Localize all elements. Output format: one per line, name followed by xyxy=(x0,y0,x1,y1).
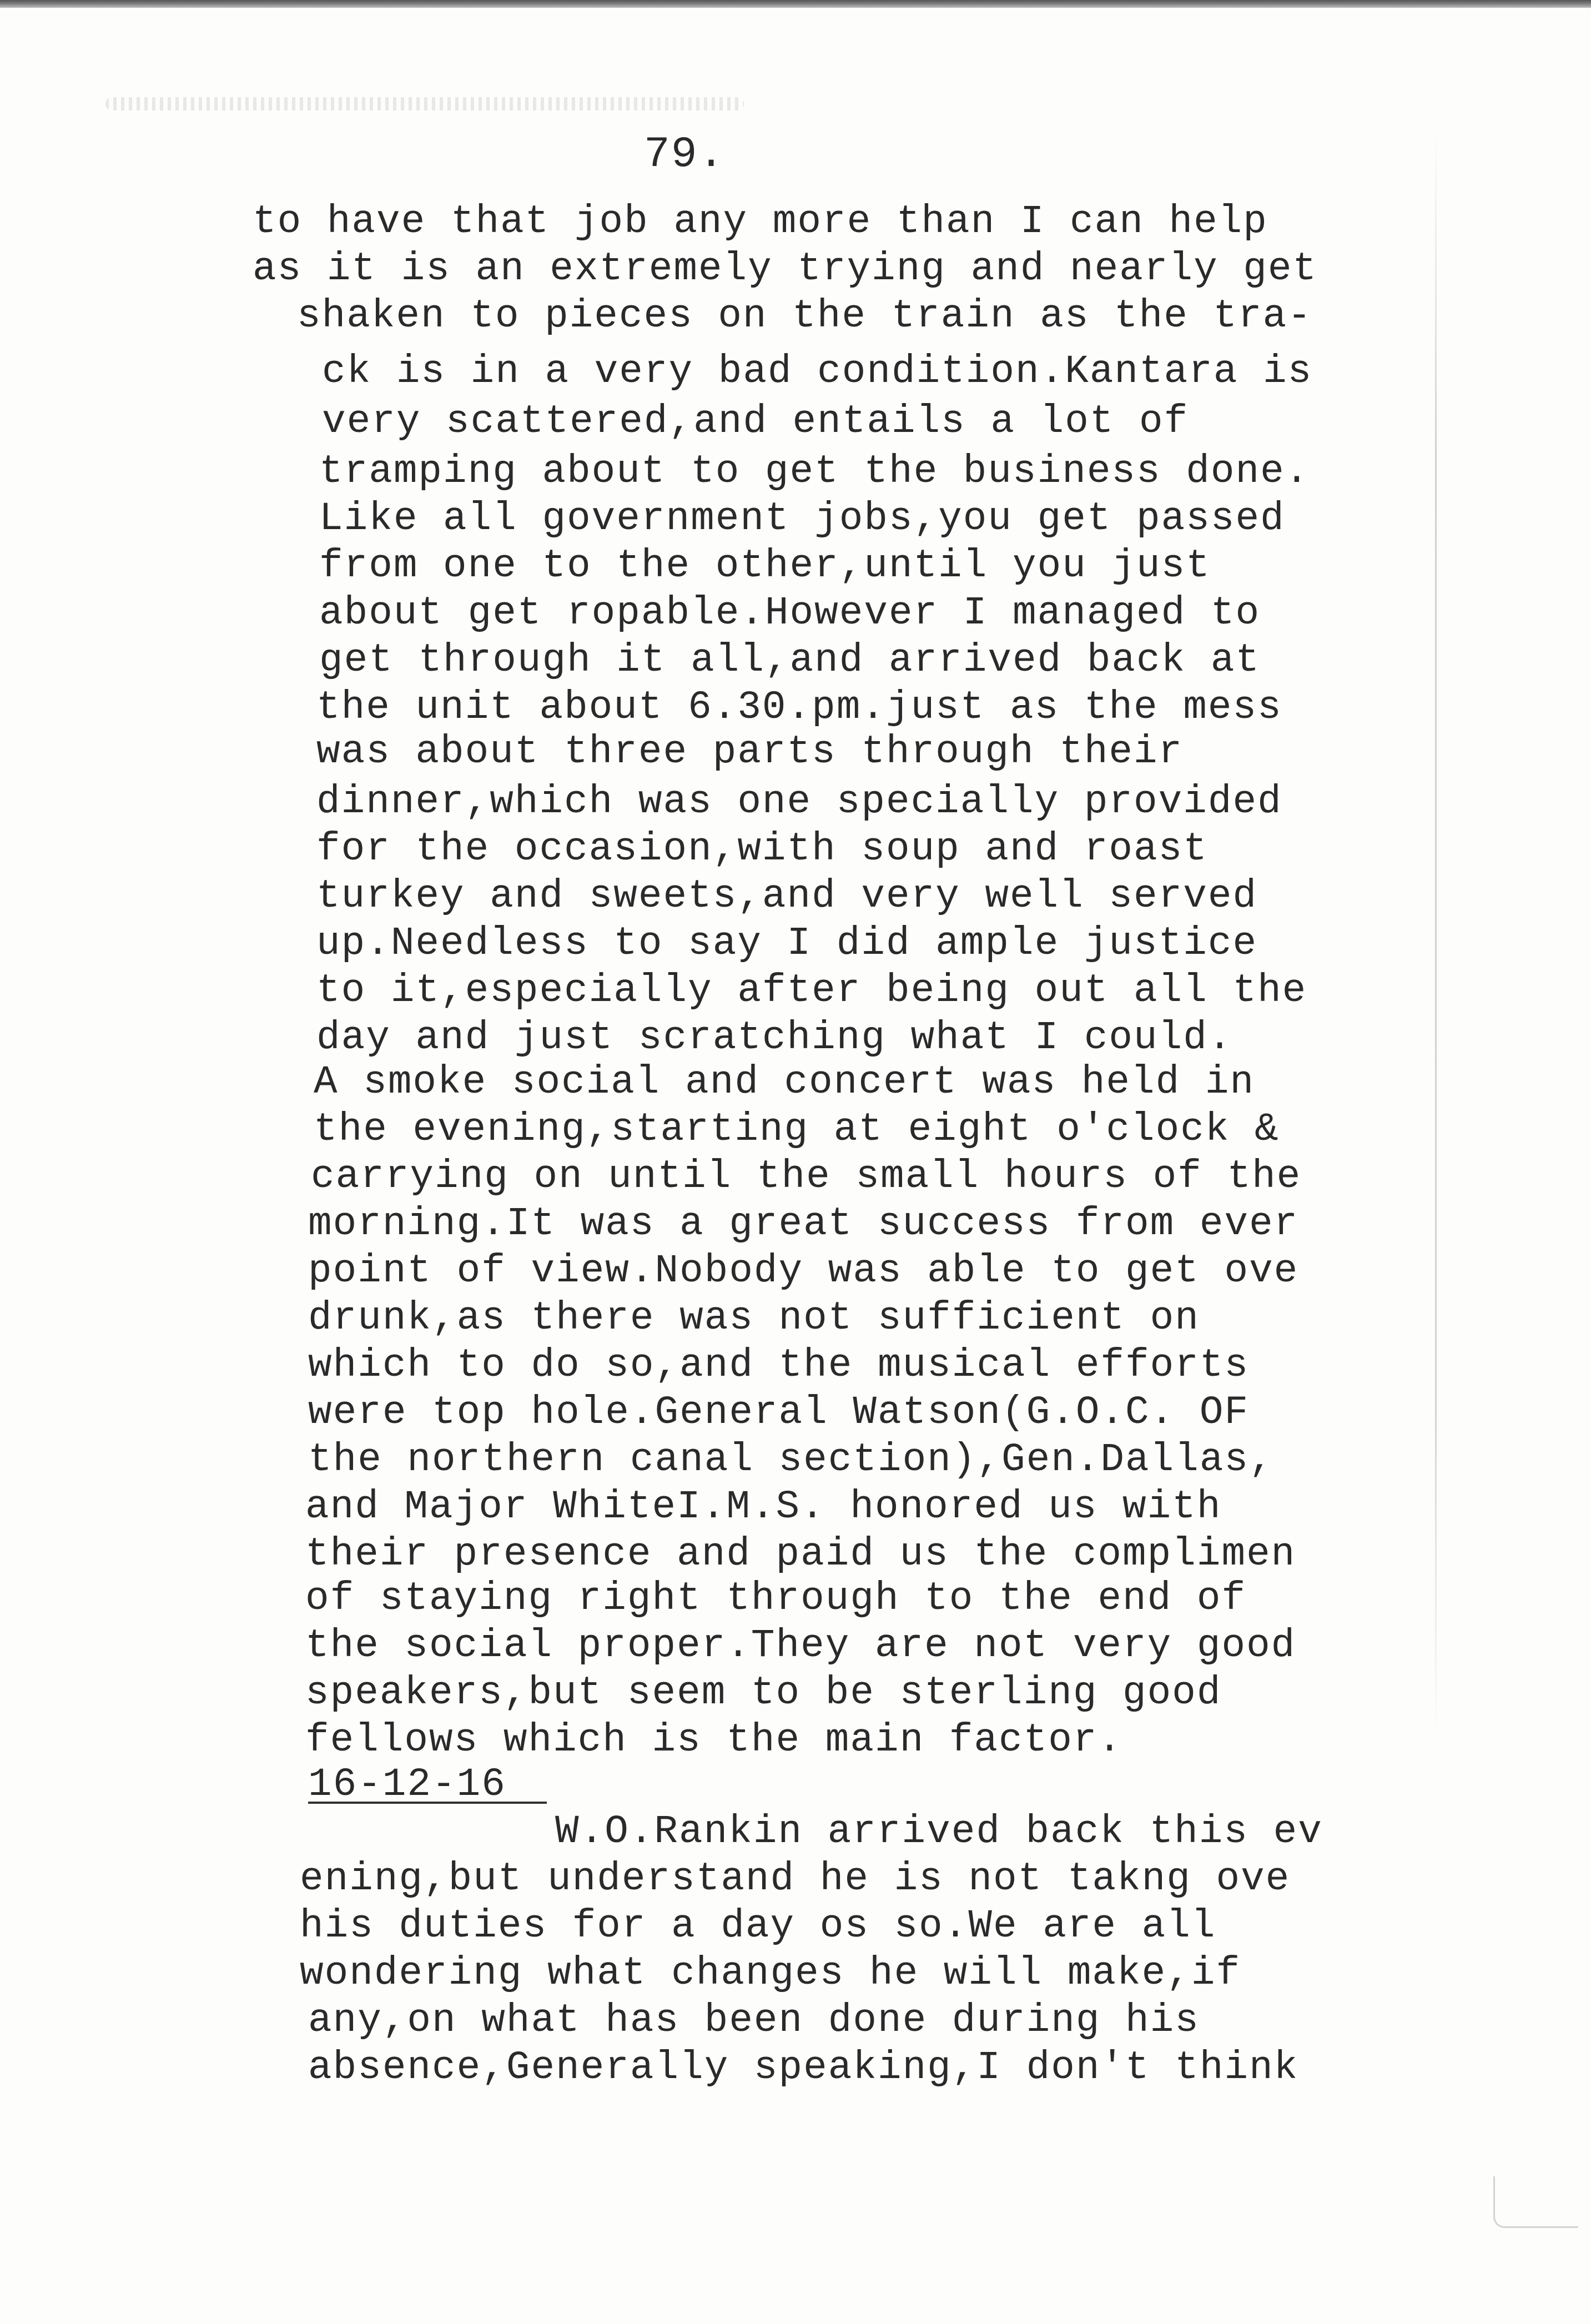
text-line: were top hole.General Watson(G.O.C. OF xyxy=(308,1391,1250,1435)
text-line: from one to the other,until you just xyxy=(319,544,1211,588)
text-line: get through it all,and arrived back at xyxy=(319,638,1261,683)
text-line: speakers,but seem to be sterling good xyxy=(305,1671,1222,1716)
text-line: ening,but understand he is not takng ove xyxy=(300,1857,1291,1902)
text-line: absence,Generally speaking,I don't think xyxy=(308,2046,1299,2090)
text-line: dinner,which was one specially provided xyxy=(316,780,1282,824)
text-line: any,on what has been done during his xyxy=(308,1999,1200,2043)
text-line: up.Needless to say I did ample justice xyxy=(316,922,1258,966)
text-line: of staying right through to the end of xyxy=(305,1577,1247,1621)
text-line: turkey and sweets,and very well served xyxy=(316,874,1258,919)
text-line: the northern canal section),Gen.Dallas, xyxy=(308,1438,1274,1482)
text-line: about get ropable.However I managed to xyxy=(319,591,1261,636)
text-line: very scattered,and entails a lot of xyxy=(322,400,1189,444)
text-line: to have that job any more than I can help xyxy=(253,200,1268,244)
text-line: their presence and paid us the complimen xyxy=(305,1532,1296,1577)
ink-smudge xyxy=(105,97,744,110)
top-edge-rule xyxy=(0,0,1591,8)
text-line: point of view.Nobody was able to get ove xyxy=(308,1249,1299,1294)
text-line: drunk,as there was not sufficient on xyxy=(308,1296,1200,1341)
text-line: tramping about to get the business done. xyxy=(319,450,1310,494)
text-line: carrying on until the small hours of the xyxy=(311,1155,1302,1199)
text-line: Like all government jobs,you get passed xyxy=(319,497,1285,541)
text-line: and Major WhiteI.M.S. honored us with xyxy=(305,1485,1222,1530)
page-number: 79. xyxy=(644,130,726,179)
date-underline xyxy=(308,1802,547,1804)
text-line: for the occasion,with soup and roast xyxy=(316,827,1208,872)
text-line: the evening,starting at eight o'clock & xyxy=(314,1108,1280,1152)
text-line: his duties for a day os so.We are all xyxy=(300,1904,1216,1949)
text-line: shaken to pieces on the train as the tra- xyxy=(297,294,1312,339)
text-line: fellows which is the main factor. xyxy=(305,1718,1123,1763)
page-edge-shadow xyxy=(1435,128,1437,1738)
date-heading: 16-12-16 xyxy=(308,1763,506,1807)
text-line: which to do so,and the musical efforts xyxy=(308,1344,1250,1388)
text-line: the social proper.They are not very good xyxy=(305,1624,1296,1668)
text-line: morning.It was a great success from ever xyxy=(308,1202,1299,1246)
text-line: was about three parts through their xyxy=(316,730,1184,774)
text-line: day and just scratching what I could. xyxy=(316,1016,1233,1060)
text-line: A smoke social and concert was held in xyxy=(314,1060,1255,1105)
text-line: the unit about 6.30.pm.just as the mess xyxy=(316,686,1282,730)
text-line: W.O.Rankin arrived back this ev xyxy=(555,1810,1323,1854)
corner-mark xyxy=(1493,2176,1578,2228)
text-line: ck is in a very bad condition.Kantara is xyxy=(322,350,1313,394)
text-line: wondering what changes he will make,if xyxy=(300,1951,1241,1996)
text-line: to it,especially after being out all the xyxy=(316,969,1307,1013)
text-line: as it is an extremely trying and nearly get xyxy=(253,247,1318,291)
